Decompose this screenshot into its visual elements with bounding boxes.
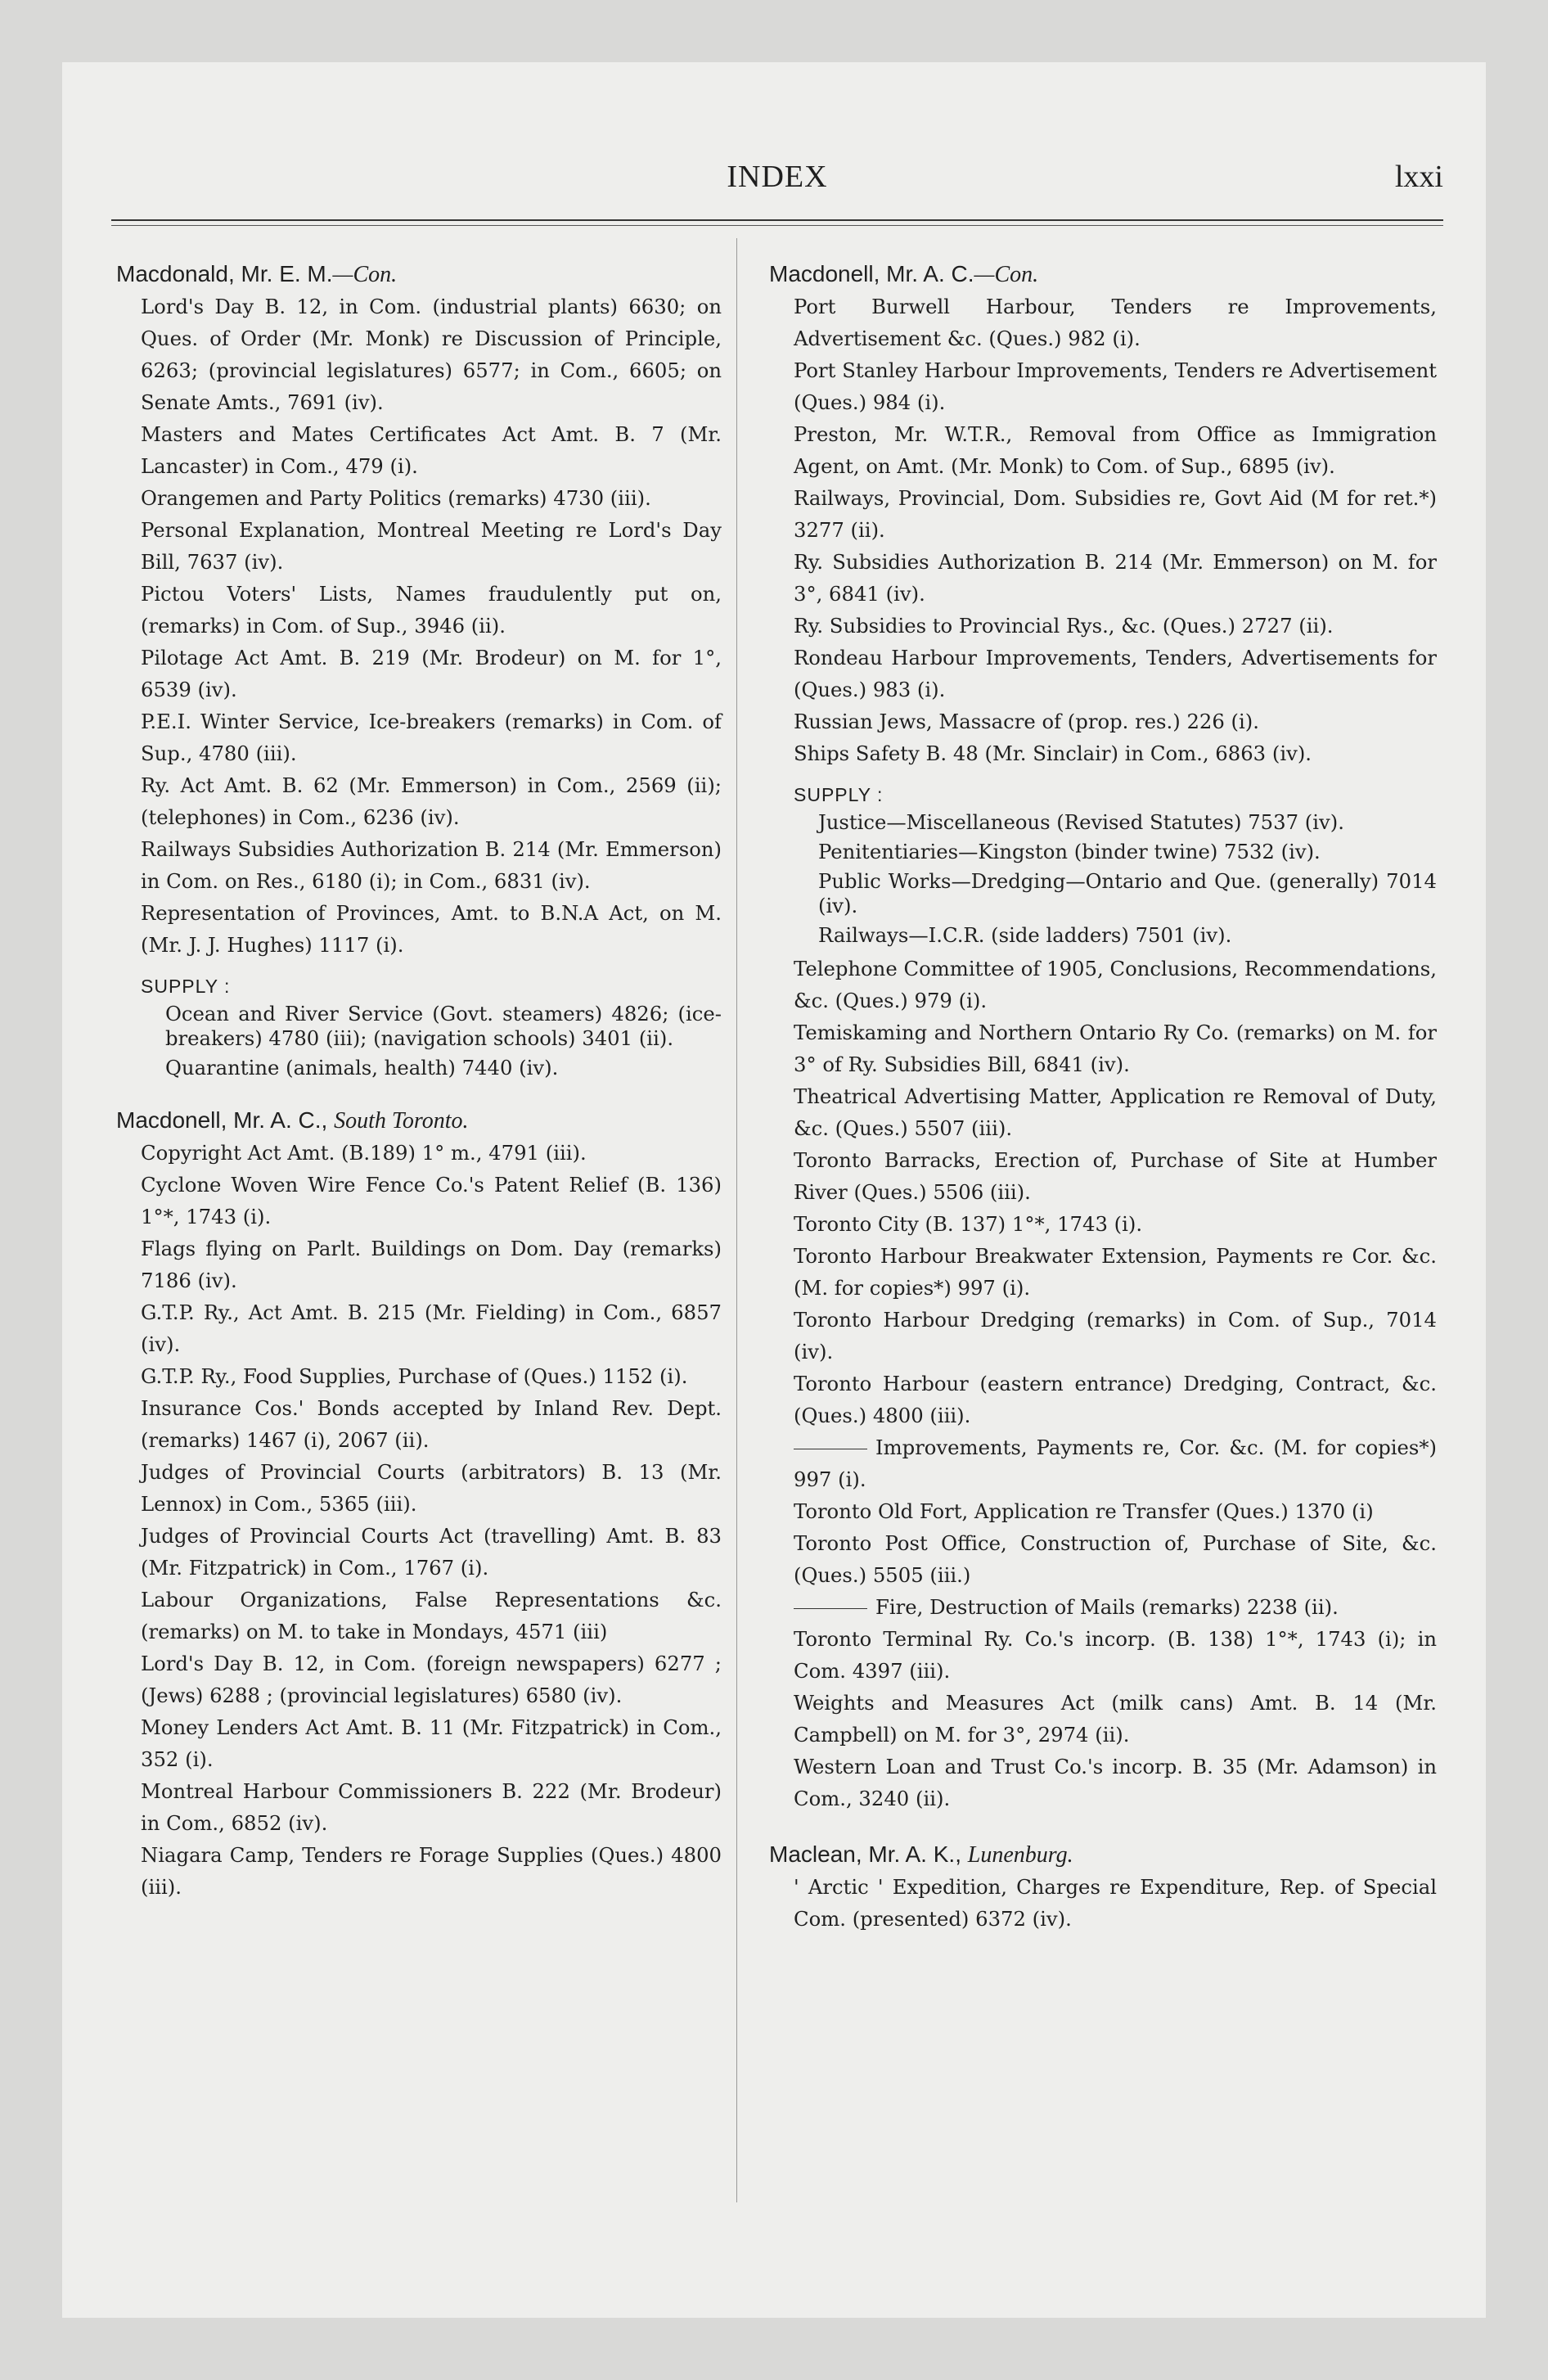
index-entry: ' Arctic ' Expedition, Charges re Expenditure, Rep. of Special Com. (presented) 6372 (iv). — [794, 1875, 1437, 1931]
index-entry: Railways, Provincial, Dom. Subsidies re, Govt Aid (M for ret.*) 3277 (ii). — [794, 486, 1437, 542]
index-entry: G.T.P. Ry., Food Supplies, Purchase of (Ques.) 1152 (i). — [141, 1364, 688, 1388]
supply-label: SUPPLY : — [794, 784, 884, 805]
index-entry: Copyright Act Amt. (B.189) 1° m., 4791 (iii). — [141, 1141, 587, 1165]
column-separator — [736, 238, 737, 2202]
index-entry: Toronto Terminal Ry. Co.'s incorp. (B. 138) 1°*, 1743 (i); in Com. 4397 (iii). — [794, 1627, 1437, 1683]
entry-list — [769, 1623, 1437, 1814]
index-entry: Masters and Mates Certificates Act Amt. B. 7 (Mr. Lancaster) in Com., 479 (i). — [141, 422, 722, 478]
supply-item: Quarantine (animals, health) 7440 (iv). — [165, 1056, 559, 1080]
index-entry: Lord's Day B. 12, in Com. (foreign newspapers) 6277 ; (Jews) 6288 ; (provincial legislatures) 6580 (iv). — [141, 1652, 722, 1707]
index-entry: Orangemen and Party Politics (remarks) 4730 (iii). — [141, 486, 651, 510]
entry-heading: Maclean, Mr. A. K., Lunenburg. — [769, 1841, 1073, 1868]
entry-list — [116, 1137, 722, 1903]
supply-item: Ocean and River Service (Govt. steamers) 4826; (ice-breakers) 4780 (iii); (navigation schools) 3401 (ii). — [165, 1002, 722, 1050]
index-entry: Money Lenders Act Amt. B. 11 (Mr. Fitzpatrick) in Com., 352 (i). — [141, 1715, 722, 1771]
index-entry: Theatrical Advertising Matter, Application re Removal of Duty, &c. (Ques.) 5507 (iii). — [794, 1084, 1437, 1140]
page-title: INDEX — [727, 160, 828, 194]
entry-list — [769, 953, 1437, 1431]
index-entry: Toronto Harbour Breakwater Extension, Payments re Cor. &c. (M. for copies*) 997 (i). — [794, 1244, 1437, 1300]
index-entry: Toronto Post Office, Construction of, Purchase of Site, &c. (Ques.) 5505 (iii.) — [794, 1531, 1437, 1587]
index-entry: Cyclone Woven Wire Fence Co.'s Patent Relief (B. 136) 1°*, 1743 (i). — [141, 1173, 722, 1228]
entry-list — [769, 291, 1437, 769]
index-entry: Montreal Harbour Commissioners B. 222 (Mr. Brodeur) in Com., 6852 (iv). — [141, 1779, 722, 1835]
page-number: lxxi — [1394, 160, 1443, 194]
index-entry: Ry. Subsidies Authorization B. 214 (Mr. Emmerson) on M. for 3°, 6841 (iv). — [794, 550, 1437, 606]
index-entry: Ry. Subsidies to Provincial Rys., &c. (Ques.) 2727 (ii). — [794, 614, 1334, 638]
supply-label: SUPPLY : — [141, 976, 231, 997]
supply-item: Justice—Miscellaneous (Revised Statutes) 7537 (iv). — [818, 810, 1344, 834]
index-entry: Railways Subsidies Authorization B. 214 (Mr. Emmerson) in Com. on Res., 6180 (i); in Com., 6831 (iv). — [141, 837, 722, 893]
index-entry: Western Loan and Trust Co.'s incorp. B. 35 (Mr. Adamson) in Com., 3240 (ii). — [794, 1755, 1437, 1810]
index-entry: Toronto Barracks, Erection of, Purchase of Site at Humber River (Ques.) 5506 (iii). — [794, 1148, 1437, 1204]
index-entry: Personal Explanation, Montreal Meeting re Lord's Day Bill, 7637 (iv). — [141, 518, 722, 574]
index-entry: Rondeau Harbour Improvements, Tenders, Advertisements for (Ques.) 983 (i). — [794, 646, 1437, 701]
entry-list — [116, 291, 722, 961]
page-header — [111, 159, 1443, 208]
entry-heading: Macdonell, Mr. A. C.—Con. — [769, 261, 1039, 287]
right-column — [769, 259, 1437, 1935]
left-column — [116, 259, 722, 1903]
index-page — [62, 62, 1486, 2318]
index-entry: Insurance Cos.' Bonds accepted by Inland Rev. Dept. (remarks) 1467 (i), 2067 (ii). — [141, 1396, 722, 1452]
index-entry: Toronto City (B. 137) 1°*, 1743 (i). — [794, 1212, 1143, 1236]
index-entry: Ry. Act Amt. B. 62 (Mr. Emmerson) in Com., 2569 (ii); (telephones) in Com., 6236 (iv). — [141, 773, 722, 829]
index-entry: Russian Jews, Massacre of (prop. res.) 226 (i). — [794, 710, 1260, 733]
index-entry: Niagara Camp, Tenders re Forage Supplies (Ques.) 4800 (iii). — [141, 1843, 722, 1899]
index-entry: Temiskaming and Northern Ontario Ry Co. (remarks) on M. for 3° of Ry. Subsidies Bill, 6841 (iv). — [794, 1021, 1437, 1076]
index-entry: G.T.P. Ry., Act Amt. B. 215 (Mr. Fielding) in Com., 6857 (iv). — [141, 1300, 722, 1356]
index-entry: Judges of Provincial Courts Act (travelling) Amt. B. 83 (Mr. Fitzpatrick) in Com., 1767 (i). — [141, 1524, 722, 1580]
entry-heading: Macdonald, Mr. E. M.—Con. — [116, 261, 398, 287]
index-entry: Toronto Old Fort, Application re Transfer (Ques.) 1370 (i) — [794, 1499, 1374, 1523]
index-entry: Port Stanley Harbour Improvements, Tenders re Advertisement (Ques.) 984 (i). — [794, 358, 1437, 414]
index-entry: Lord's Day B. 12, in Com. (industrial plants) 6630; on Ques. of Order (Mr. Monk) re Discussion of Principle, 6263; (provincial legislatures) 6577; in Com., 6605; on Senate Amts., 7691 (iv). — [141, 295, 722, 414]
index-entry: Weights and Measures Act (milk cans) Amt. B. 14 (Mr. Campbell) on M. for 3°, 2974 (ii). — [794, 1691, 1437, 1747]
index-entry: P.E.I. Winter Service, Ice-breakers (remarks) in Com. of Sup., 4780 (iii). — [141, 710, 722, 765]
index-entry: Toronto Harbour (eastern entrance) Dredging, Contract, &c. (Ques.) 4800 (iii). — [794, 1372, 1437, 1427]
header-rule — [111, 219, 1443, 226]
dash-entry: Fire, Destruction of Mails (remarks) 2238 (ii). — [769, 1591, 1437, 1623]
index-entry: Flags flying on Parlt. Buildings on Dom. Day (remarks) 7186 (iv). — [141, 1237, 722, 1292]
supply-list — [769, 810, 1437, 948]
index-entry: Representation of Provinces, Amt. to B.N.A Act, on M. (Mr. J. J. Hughes) 1117 (i). — [141, 901, 722, 957]
entry-heading: Macdonell, Mr. A. C., South Toronto. — [116, 1107, 469, 1134]
entry-list — [769, 1495, 1437, 1591]
index-entry: Telephone Committee of 1905, Conclusions, Recommendations, &c. (Ques.) 979 (i). — [794, 957, 1437, 1012]
supply-item: Public Works—Dredging—Ontario and Que. (generally) 7014 (iv). — [818, 869, 1437, 917]
index-entry: Ships Safety B. 48 (Mr. Sinclair) in Com., 6863 (iv). — [794, 741, 1312, 765]
entry-list — [769, 1871, 1437, 1935]
supply-item: Penitentiaries—Kingston (binder twine) 7532 (iv). — [818, 840, 1321, 863]
index-entry: Pictou Voters' Lists, Names fraudulently put on, (remarks) in Com. of Sup., 3946 (ii). — [141, 582, 722, 638]
index-entry: Pilotage Act Amt. B. 219 (Mr. Brodeur) on M. for 1°, 6539 (iv). — [141, 646, 722, 701]
supply-item: Railways—I.C.R. (side ladders) 7501 (iv). — [818, 923, 1232, 947]
index-entry: Labour Organizations, False Representations &c. (remarks) on M. to take in Mondays, 4571 (iii) — [141, 1588, 722, 1643]
index-entry: Toronto Harbour Dredging (remarks) in Com. of Sup., 7014 (iv). — [794, 1308, 1437, 1364]
dash-entry: Improvements, Payments re, Cor. &c. (M. for copies*) 997 (i). — [769, 1431, 1437, 1495]
index-entry: Preston, Mr. W.T.R., Removal from Office as Immigration Agent, on Amt. (Mr. Monk) to Com. of Sup., 6895 (iv). — [794, 422, 1437, 478]
index-entry: Judges of Provincial Courts (arbitrators) B. 13 (Mr. Lennox) in Com., 5365 (iii). — [141, 1460, 722, 1516]
supply-list — [116, 1002, 722, 1080]
index-entry: Port Burwell Harbour, Tenders re Improvements, Advertisement &c. (Ques.) 982 (i). — [794, 295, 1437, 350]
